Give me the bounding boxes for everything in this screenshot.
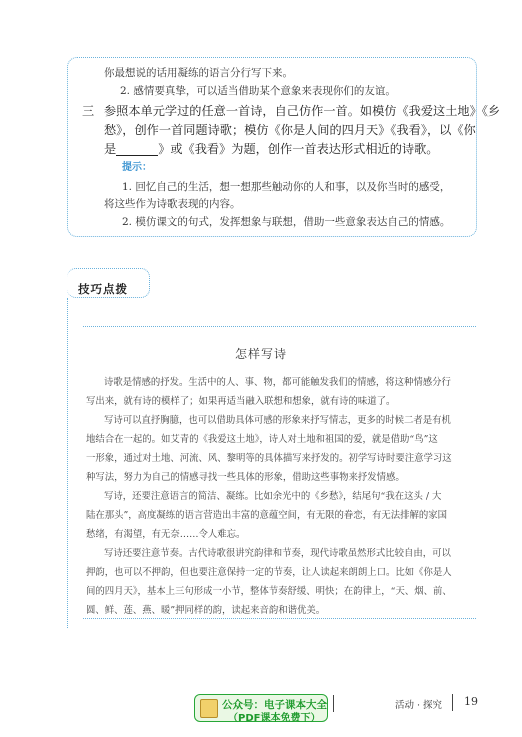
logo-text-line1: 公众号：电子课本大全 bbox=[222, 699, 327, 711]
task-line: 参照本单元学过的任意一首诗，自己仿作一首。如模仿《我爱这土地》《乡 bbox=[104, 104, 501, 118]
article-line: 圆、鲜、莲、燕、暖”押同样的韵，读起来音韵和谐优美。 bbox=[86, 605, 326, 616]
footer-divider bbox=[333, 695, 334, 712]
article-line: 陆在那头”，高度凝练的语言营造出丰富的意蕴空间，有无限的眷恋，有无法排解的家国 bbox=[86, 510, 448, 521]
top-dotted-rule bbox=[83, 326, 476, 327]
hint-item-2: 2. 模仿课文的句式，发挥想象与联想，借助一些意象表达自己的情感。 bbox=[122, 216, 451, 228]
logo-text-line2: （PDF课本免费下） bbox=[228, 713, 321, 724]
section-tab: 技巧点拨 bbox=[78, 282, 128, 296]
article-line: 写诗还要注意节奏。古代诗歌很讲究韵律和节奏，现代诗歌虽然形式比较自由，可以 bbox=[104, 548, 451, 559]
article-line: 写出来，就有诗的模样了；如果再适当融入联想和想象，就有诗的味道了。 bbox=[86, 396, 396, 407]
page-number: 19 bbox=[464, 695, 478, 708]
footer-section: 活动 · 探究 bbox=[395, 700, 443, 711]
bottom-dotted-rule bbox=[83, 618, 476, 619]
task-suffix: 》或《我看》为题，创作一首表达形式相近的诗歌。 bbox=[158, 142, 439, 156]
task-line: 愁》，创作一首同题诗歌；模仿《你是人间的四月天》《我看》，以《你 bbox=[104, 123, 476, 137]
article-line: 间的四月天》，基本上三句形成一小节，整体节奏舒缓、明快；在韵律上，“天、烟、前、 bbox=[86, 586, 452, 597]
article-line: 写诗可以直抒胸臆，也可以借助具体可感的形象来抒写情志，更多的时候二者是有机 bbox=[104, 415, 451, 426]
footer-divider bbox=[452, 694, 453, 711]
article-title: 怎样写诗 bbox=[234, 347, 287, 361]
activity-line: 你最想说的话用凝练的语言分行写下来。 bbox=[104, 67, 293, 79]
article-line: 写诗，还要注意语言的简洁、凝练。比如余光中的《乡愁》，结尾句“我在这头 / 大 bbox=[104, 491, 442, 502]
article-line: 诗歌是情感的抒发。生活中的人、事、物，都可能触发我们的情感，将这种情感分行 bbox=[104, 377, 451, 388]
hint-item-1: 1. 回忆自己的生活，想一想那些触动你的人和事，以及你当时的感受， bbox=[122, 181, 451, 193]
article-line: 地结合在一起的。如艾青的《我爱这土地》，诗人对土地和祖国的爱，就是借助“鸟”这 bbox=[86, 434, 438, 445]
article-line: 一形象，通过对土地、河流、风、黎明等的具体描写来抒发的。初学写诗时要注意学习这 bbox=[86, 453, 452, 464]
hint-label: 提示： bbox=[122, 162, 152, 173]
task-number: 三 bbox=[82, 104, 95, 118]
article-line: 愁绪，有渴望，有无奈……令人难忘。 bbox=[86, 529, 246, 540]
watermark-logo bbox=[194, 694, 328, 722]
article-line: 押韵，也可以不押韵，但也要注意保持一定的节奏，让人读起来朗朗上口。比如《你是人 bbox=[86, 567, 452, 578]
task-line bbox=[104, 142, 439, 156]
book-icon bbox=[200, 699, 218, 718]
activity-item-2: 2. 感情要真挚，可以适当借助某个意象来表现你们的友谊。 bbox=[120, 85, 396, 97]
task-prefix: 是 bbox=[104, 142, 117, 156]
hint-item-1-cont: 将这些作为诗歌表现的内容。 bbox=[104, 198, 241, 210]
blank-line bbox=[116, 144, 158, 156]
article-line: 种写法，努力为自己的情感寻找一些具体的形象，借助这些事物来抒发情感。 bbox=[86, 472, 405, 483]
